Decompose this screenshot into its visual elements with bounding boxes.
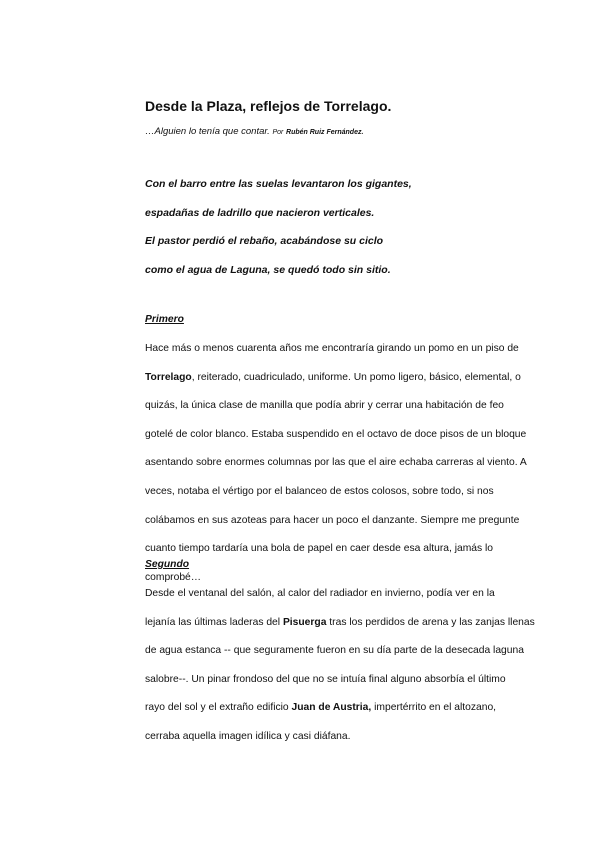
paragraph-line [145,701,535,730]
document-subtitle [145,126,363,137]
text-run: Hace más o menos cuarenta años me encontraría girando un pomo en un piso de [145,343,519,354]
paragraph-line [145,371,527,400]
text-run: quizás, la única clase de manilla que podía abrir y cerrar una habitación de feo [145,400,504,412]
text-run: tras los perdidos de arena y las zanjas llenas [326,616,535,628]
bold-text: Torrelago [145,371,192,383]
section-heading: Segundo [145,559,190,570]
text-run: comprobé… [145,571,202,583]
poem-line: Con el barro entre las suelas levantaron los gigantes, [145,178,412,190]
paragraph-line [145,342,527,371]
paragraph-line [145,730,535,759]
poem-stanza [145,177,412,291]
paragraph-line [145,644,535,673]
text-run: salobre--. Un pinar frondoso del que no se intuía final alguno absorbía el último [145,673,506,685]
by-label: Por [272,129,284,136]
text-run: rayo del sol y el extraño edificio [145,702,292,714]
section-primero [145,313,527,599]
text-run: cerraba aquella imagen idílica y casi diáfana. [145,730,351,742]
section-body [145,587,535,759]
poem-line: El pastor perdió el rebaño, acabándose su ciclo [145,235,384,247]
bold-text: Juan de Austria, [291,702,372,714]
poem-line: espadañas de ladrillo que nacieron verticales. [145,206,375,219]
text-run: veces, notaba el vértigo por el balanceo de estos colosos, sobre todo, si nos [145,485,494,497]
document-title: Desde la Plaza, reflejos de Torrelago. [145,98,392,114]
text-run: cuanto tiempo tardaría una bola de papel en caer desde esa altura, jamás lo [145,543,494,555]
section-segundo [145,558,535,759]
text-run: lejanía las últimas laderas del [145,616,283,628]
paragraph-line [145,399,527,428]
text-run: , reiterado, cuadriculado, uniforme. Un pomo ligero, básico, elemental, o [191,371,521,383]
paragraph-line [145,587,535,616]
text-run: colábamos en sus azoteas para hacer un poco el danzante. Siempre me pregunte [145,514,520,526]
text-run: asentando sobre enormes columnas por las que el aire echaba carreras al viento. A [145,457,527,469]
paragraph-line [145,485,527,514]
paragraph-line [145,428,527,457]
tagline: …Alguien lo tenía que contar. [145,126,270,137]
text-run: de agua estanca -- que seguramente fueron en su día parte de la desecada laguna [145,645,524,657]
paragraph-line [145,514,527,543]
paragraph-line [145,673,535,702]
bold-text: Pisuerga [282,616,327,628]
paragraph-line [145,616,535,645]
section-heading: Primero [145,314,184,325]
paragraph-line [145,456,527,485]
author-name: Rubén Ruiz Fernández. [286,129,364,136]
text-run: Desde el ventanal del salón, al calor del radiador en invierno, podía ver en la [145,588,495,599]
text-run: gotelé de color blanco. Estaba suspendido en el octavo de doce pisos de un bloque [145,428,527,440]
poem-line: como el agua de Laguna, se quedó todo sin sitio. [145,263,391,276]
text-run: impertérrito en el altozano, [371,702,497,714]
